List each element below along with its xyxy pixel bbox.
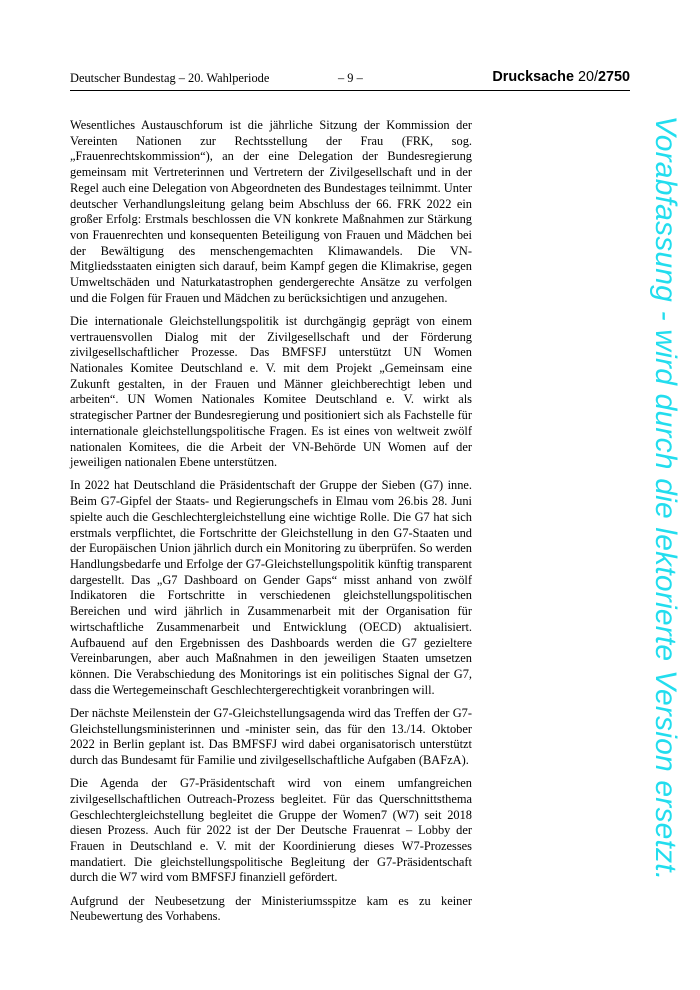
page-number: – 9 – [338,71,363,85]
page-header [70,68,630,91]
paragraph-un-women: Die internationale Gleichstellungspolitik ist durchgängig geprägt von einem vertrauensvollen Dialog mit der Zivilgesellschaft und der Förderung zivilgesellschaftlicher Prozesse. Das BMFSFJ unterstützt UN Women Nationales Komitee Deutschland e. V. mit dem Projekt „Gemeinsam eine Zukunft gestalten, in der Frauen und Männer gleichberechtigt leben und arbeiten“. UN Women Nationales Komitee Deutschland e. V. wirkt als strategischer Partner der Bundesregierung und positioniert sich als Fachstelle für internationale gleichstellungspolitische Fragen. Es ist eines von weltweit zwölf nationalen Komitees, die die Arbeit der VN-Behörde UN Women auf der jeweiligen nationalen Ebene unterstützen. [70,313,472,470]
document-body [70,118,472,932]
drucksache-suffix: 2750 [597,69,630,85]
paragraph-g7-presidency: In 2022 hat Deutschland die Präsidentschaft der Gruppe der Sieben (G7) inne. Beim G7-Gipfel der Staats- und Regierungschefs in Elmau vom 26.bis 28. Juni spielte auch die Geschlechtergleichstellung eine wichtige Rolle. Die G7 hat sich erstmals verpflichtet, die Fortschritte der Gleichstellung in den G7-Staaten und der Europäischen Union jährlich durch ein Monitoring zu überprüfen. So werden Handlungsbedarfe und Erfolge der G7-Gleichstellungspolitik künftig transparent dargestellt. Das „G7 Dashboard on Gender Gaps“ misst anhand von zwölf Indikatoren die Fortschritte in verschiedenen gleichstellungspolitischen Bereichen und wird jährlich in Zusammenarbeit mit der Organisation für wirtschaftliche Zusammenarbeit und Entwicklung (OECD) aktualisiert. Aufbauend auf den Ergebnissen des Dashboards werden die G7 gezieltere Vereinbarungen, aber auch Maßnahmen in den jeweiligen Staaten umsetzen können. Die Verabschiedung des Monitorings ist ein politisches Signal der G7, dass die Wertegemeinschaft Geschlechtergerechtigkeit voranbringen will. [70,478,472,697]
document-number [492,69,630,85]
header-parliament-session: Deutscher Bundestag – 20. Wahlperiode [70,71,270,85]
paragraph-reassessment: Aufgrund der Neubesetzung der Ministeriumsspitze kam es zu keiner Neubewertung des Vorhabens. [70,893,472,924]
paragraph-frk: Wesentliches Austauschforum ist die jährliche Sitzung der Kommission der Vereinten Nationen zur Rechtsstellung der Frau (FRK, sog. „Frauenrechtskommission“), an der eine Delegation der Bundesregierung gemeinsam mit Vertreterinnen und Vertretern der Zivilgesellschaft und in der Regel auch eine Delegation von Abgeordneten des Bundestages teilnimmt. Unter deutscher Verhandlungsleitung gelang beim Abschluss der 66. FRK 2022 ein großer Erfolg: Erstmals beschlossen die VN konkrete Maßnahmen zur Stärkung von Frauenrechten und konsequenten Beteiligung von Frauen und Mädchen bei der Bewältigung des menschengemachten Klimawandels. Die VN-Mitgliedsstaaten einigten sich darauf, beim Kampf gegen die Klimakrise, gegen Umweltschäden und Naturkatastrophen gendergerechte Ansätze zu verfolgen und die Folgen für Frauen und Mädchen zu berücksichtigen und anzugehen. [70,118,472,305]
drucksache-label: Drucksache [492,69,574,85]
paragraph-w7-outreach: Die Agenda der G7-Präsidentschaft wird von einem umfangreichen zivilgesellschaftlichen Outreach-Prozess begleitet. Für das Querschnittsthema Geschlechtergleichstellung begleitet die Gruppe der Women7 (W7) seit 2018 diesen Prozess. Auch für 2022 ist der Der Deutsche Frauenrat – Lobby der Frauen in Deutschland e. V. mit der Koordinierung dieses W7-Prozesses mandatiert. Die gleichstellungspolitische Begleitung der G7-Präsidentschaft durch die W7 wird vom BMFSFJ finanziell gefördert. [70,776,472,885]
drucksache-number: 20/ [577,69,598,85]
draft-watermark: Vorabfassung - wird durch die lektorierte Version ersetzt. [649,115,682,881]
paragraph-g7-ministers-meeting: Der nächste Meilenstein der G7-Gleichstellungsagenda wird das Treffen der G7-Gleichstellungsministerinnen und -minister sein, das für den 13./14. Oktober 2022 in Berlin geplant ist. Das BMFSFJ wird dabei organisatorisch unterstützt durch das Bundesamt für Familie und zivilgesellschaftliche Aufgaben (BAFzA). [70,705,472,767]
